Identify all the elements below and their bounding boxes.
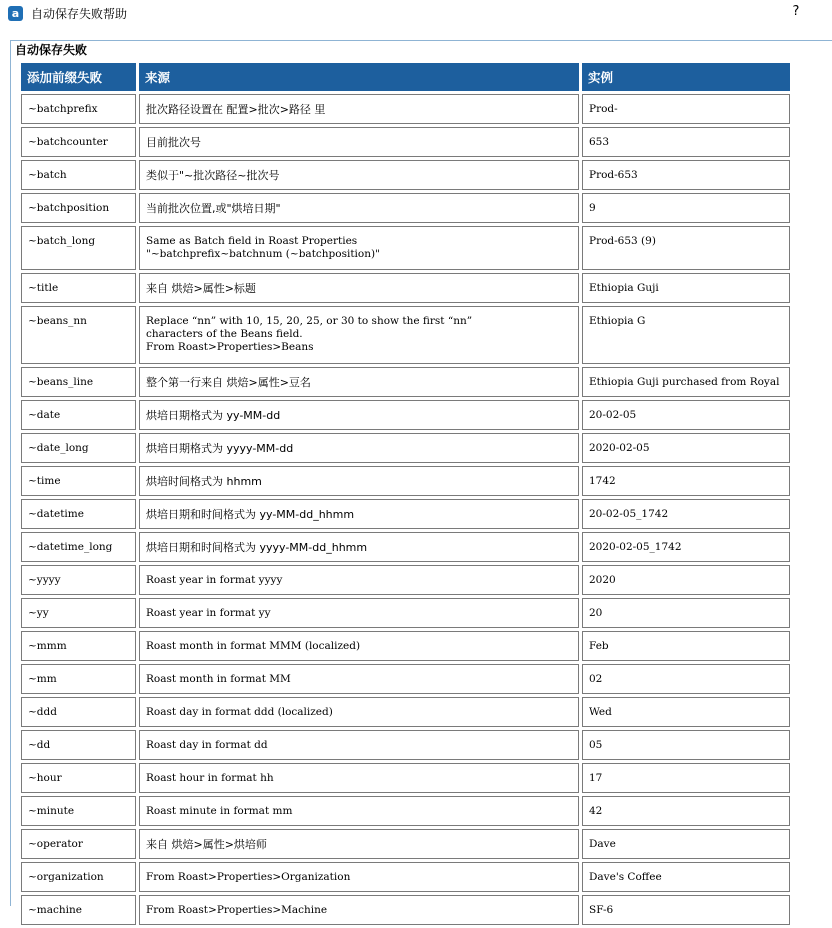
- example-cell: [582, 829, 790, 859]
- example-value: 2020: [589, 574, 616, 586]
- example-value: 05: [589, 739, 603, 751]
- prefix-name: ~date_long: [28, 442, 89, 454]
- source-text: Roast year in format yyyy: [146, 574, 283, 586]
- table-row: [21, 631, 790, 661]
- example-cell: [582, 895, 790, 925]
- example-cell: [582, 697, 790, 727]
- source-cell: [139, 433, 579, 463]
- prefix-name: ~title: [28, 282, 59, 294]
- table-row: [21, 193, 790, 223]
- example-value: 20: [589, 607, 603, 619]
- help-button[interactable]: ?: [792, 4, 800, 19]
- source-text: Roast hour in format hh: [146, 772, 274, 784]
- source-cell: [139, 306, 579, 364]
- example-value: 20-02-05: [589, 409, 637, 421]
- source-text: Roast year in format yy: [146, 607, 271, 619]
- example-value: Dave's Coffee: [589, 871, 662, 883]
- example-cell: [582, 160, 790, 190]
- source-cell: [139, 127, 579, 157]
- table-row: [21, 94, 790, 124]
- source-text: characters of the Beans field.: [146, 328, 303, 340]
- example-cell: [582, 598, 790, 628]
- table-row: [21, 598, 790, 628]
- source-text: "~batchprefix~batchnum (~batchposition)": [146, 248, 380, 260]
- source-cell: [139, 160, 579, 190]
- source-cell: [139, 697, 579, 727]
- source-text: 来自 烘焙>属性>标题: [146, 282, 256, 295]
- table-row: [21, 763, 790, 793]
- source-cell: [139, 862, 579, 892]
- prefix-name: ~datetime: [28, 508, 84, 520]
- source-text: Roast minute in format mm: [146, 805, 293, 817]
- table-row: [21, 306, 790, 364]
- table-row: [21, 730, 790, 760]
- source-text: Roast month in format MM: [146, 673, 291, 685]
- source-text: 目前批次号: [146, 136, 201, 149]
- prefix-cell: [21, 796, 136, 826]
- table-row: [21, 565, 790, 595]
- prefix-name: ~dd: [28, 739, 51, 751]
- example-cell: [582, 499, 790, 529]
- prefix-name: ~hour: [28, 772, 62, 784]
- source-text: 烘培日期格式为 yy-MM-dd: [146, 409, 281, 422]
- source-cell: [139, 367, 579, 397]
- example-cell: [582, 367, 790, 397]
- prefix-cell: [21, 829, 136, 859]
- table-row: [21, 433, 790, 463]
- prefix-cell: [21, 400, 136, 430]
- example-value: 20-02-05_1742: [589, 508, 669, 520]
- source-text: 类似于"~批次路径~批次号: [146, 169, 280, 182]
- app-icon: a: [8, 6, 23, 21]
- prefix-name: ~operator: [28, 838, 83, 850]
- table-row: [21, 466, 790, 496]
- prefix-name: ~mm: [28, 673, 57, 685]
- source-cell: [139, 829, 579, 859]
- example-cell: [582, 226, 790, 270]
- source-text: From Roast>Properties>Machine: [146, 904, 328, 916]
- prefix-cell: [21, 664, 136, 694]
- example-cell: [582, 631, 790, 661]
- prefix-cell: [21, 94, 136, 124]
- section-title: 自动保存失败: [15, 43, 88, 57]
- example-value: SF-6: [589, 904, 614, 916]
- source-cell: [139, 895, 579, 925]
- example-cell: [582, 433, 790, 463]
- example-cell: [582, 730, 790, 760]
- example-cell: [582, 466, 790, 496]
- prefix-cell: [21, 730, 136, 760]
- prefix-cell: [21, 433, 136, 463]
- prefix-name: ~batchcounter: [28, 136, 108, 148]
- example-cell: [582, 796, 790, 826]
- prefix-cell: [21, 598, 136, 628]
- source-cell: [139, 226, 579, 270]
- example-cell: [582, 400, 790, 430]
- source-text: 烘培日期和时间格式为 yyyy-MM-dd_hhmm: [146, 541, 368, 554]
- prefix-name: ~batchprefix: [28, 103, 98, 115]
- example-value: 42: [589, 805, 603, 817]
- source-cell: [139, 631, 579, 661]
- example-value: Ethiopia Guji: [589, 282, 659, 294]
- example-cell: [582, 664, 790, 694]
- example-value: 1742: [589, 475, 616, 487]
- header-prefix: 添加前缀失败: [21, 63, 136, 91]
- prefix-name: ~yyyy: [28, 574, 61, 586]
- prefix-cell: [21, 697, 136, 727]
- source-cell: [139, 565, 579, 595]
- example-value: Prod-653: [589, 169, 638, 181]
- prefix-cell: [21, 763, 136, 793]
- prefix-name: ~batchposition: [28, 202, 110, 214]
- prefix-name: ~batch: [28, 169, 67, 181]
- source-cell: [139, 598, 579, 628]
- source-cell: [139, 664, 579, 694]
- source-cell: [139, 400, 579, 430]
- prefix-name: ~organization: [28, 871, 104, 883]
- header-example: 实例: [582, 63, 790, 91]
- example-value: Ethiopia Guji purchased from Royal: [589, 376, 780, 388]
- example-value: Dave: [589, 838, 616, 850]
- source-text: From Roast>Properties>Beans: [146, 341, 314, 353]
- source-cell: [139, 273, 579, 303]
- prefix-cell: [21, 127, 136, 157]
- source-cell: [139, 499, 579, 529]
- table-row: [21, 273, 790, 303]
- table-row: [21, 532, 790, 562]
- prefix-name: ~beans_line: [28, 376, 94, 388]
- example-value: Wed: [589, 706, 612, 718]
- example-value: Ethiopia G: [589, 315, 646, 327]
- table-row: [21, 499, 790, 529]
- prefix-cell: [21, 306, 136, 364]
- source-cell: [139, 94, 579, 124]
- help-content[interactable]: [10, 40, 832, 916]
- source-text: Same as Batch field in Roast Properties: [146, 235, 358, 247]
- source-cell: [139, 796, 579, 826]
- example-value: Feb: [589, 640, 609, 652]
- source-text: From Roast>Properties>Organization: [146, 871, 351, 883]
- source-text: Roast month in format MMM (localized): [146, 640, 361, 652]
- source-text: Roast day in format dd: [146, 739, 268, 751]
- source-cell: [139, 466, 579, 496]
- prefix-cell: [21, 499, 136, 529]
- prefix-cell: [21, 193, 136, 223]
- prefix-cell: [21, 895, 136, 925]
- prefix-cell: [21, 160, 136, 190]
- prefix-cell: [21, 226, 136, 270]
- example-cell: [582, 273, 790, 303]
- prefix-name: ~beans_nn: [28, 315, 87, 327]
- source-text: Roast day in format ddd (localized): [146, 706, 333, 718]
- source-text: 批次路径设置在 配置>批次>路径 里: [146, 103, 326, 116]
- example-value: 17: [589, 772, 603, 784]
- source-text: 烘培时间格式为 hhmm: [146, 475, 262, 488]
- source-text: 烘培日期和时间格式为 yy-MM-dd_hhmm: [146, 508, 355, 521]
- source-cell: [139, 763, 579, 793]
- example-value: Prod-: [589, 103, 618, 115]
- source-text: 当前批次位置,或"烘培日期": [146, 202, 281, 215]
- prefix-cell: [21, 631, 136, 661]
- source-text: 来自 烘焙>属性>烘培师: [146, 838, 267, 851]
- example-cell: [582, 862, 790, 892]
- example-value: 2020-02-05: [589, 442, 650, 454]
- example-cell: [582, 306, 790, 364]
- table-row: [21, 127, 790, 157]
- table-row: [21, 697, 790, 727]
- prefix-name: ~yy: [28, 607, 49, 619]
- table-row: [21, 664, 790, 694]
- source-text: 整个第一行来自 烘焙>属性>豆名: [146, 376, 311, 389]
- title-bar: [0, 0, 831, 27]
- example-value: 653: [589, 136, 610, 148]
- table-row: [21, 829, 790, 859]
- table-row: [21, 400, 790, 430]
- source-cell: [139, 730, 579, 760]
- prefix-cell: [21, 532, 136, 562]
- source-cell: [139, 532, 579, 562]
- prefix-name: ~datetime_long: [28, 541, 113, 553]
- prefix-name: ~ddd: [28, 706, 57, 718]
- example-value: 9: [589, 202, 596, 214]
- table-row: [21, 160, 790, 190]
- table-row: [21, 367, 790, 397]
- prefix-cell: [21, 466, 136, 496]
- header-source: 来源: [139, 63, 579, 91]
- table-row: [21, 796, 790, 826]
- example-value: Prod-653 (9): [589, 235, 656, 247]
- prefix-cell: [21, 273, 136, 303]
- source-text: 烘培日期格式为 yyyy-MM-dd: [146, 442, 294, 455]
- example-cell: [582, 532, 790, 562]
- example-cell: [582, 565, 790, 595]
- example-value: 2020-02-05_1742: [589, 541, 682, 553]
- source-cell: [139, 193, 579, 223]
- example-cell: [582, 94, 790, 124]
- table-row: [21, 862, 790, 892]
- prefix-name: ~mmm: [28, 640, 67, 652]
- prefix-name: ~minute: [28, 805, 75, 817]
- example-cell: [582, 127, 790, 157]
- help-table: [18, 60, 793, 928]
- prefix-cell: [21, 367, 136, 397]
- prefix-cell: [21, 862, 136, 892]
- window-title: 自动保存失败帮助: [31, 7, 128, 21]
- table-row: [21, 226, 790, 270]
- source-text: Replace “nn” with 10, 15, 20, 25, or 30 to show the first “nn”: [146, 315, 473, 327]
- table-body: [21, 94, 790, 925]
- prefix-name: ~machine: [28, 904, 82, 916]
- example-cell: [582, 763, 790, 793]
- prefix-name: ~time: [28, 475, 61, 487]
- table-row: [21, 895, 790, 925]
- example-value: 02: [589, 673, 603, 685]
- example-cell: [582, 193, 790, 223]
- table-header-row: [21, 63, 790, 91]
- prefix-cell: [21, 565, 136, 595]
- prefix-name: ~batch_long: [28, 235, 96, 247]
- prefix-name: ~date: [28, 409, 61, 421]
